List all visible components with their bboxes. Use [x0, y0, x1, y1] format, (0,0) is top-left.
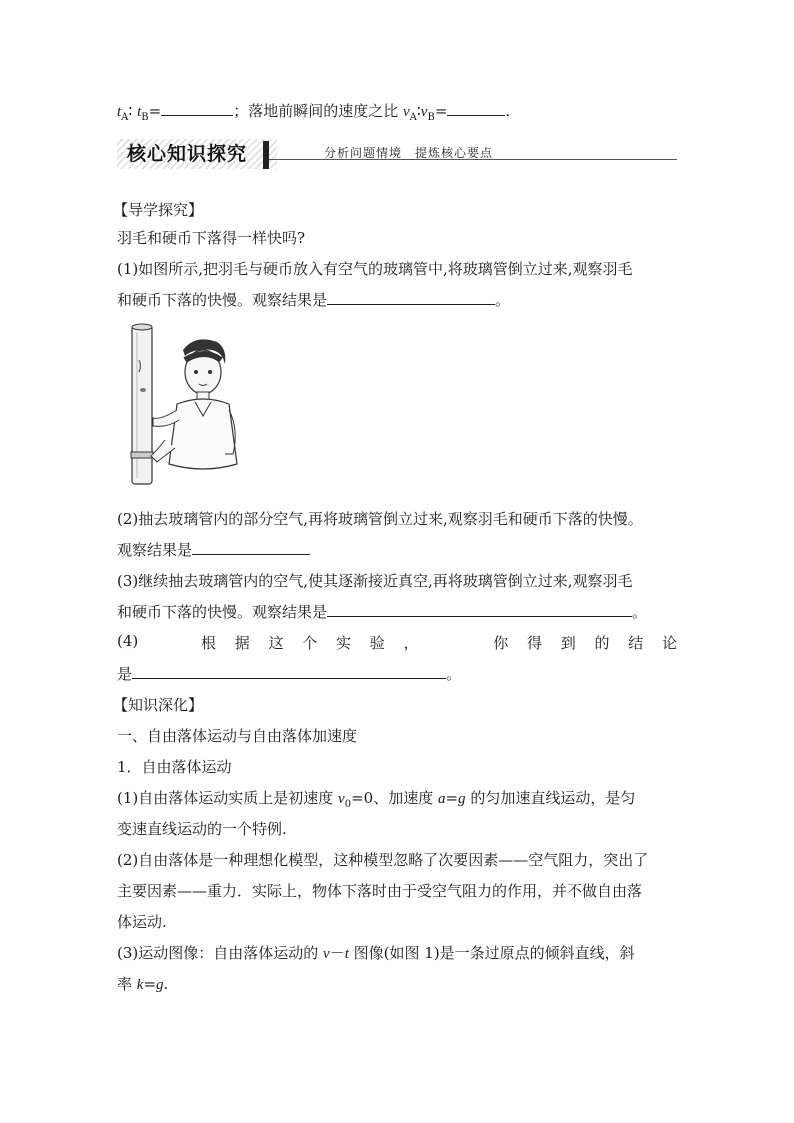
colon: ∶ — [416, 102, 421, 120]
text: 的匀加速直线运动，是匀 — [465, 789, 636, 807]
period: 。 — [632, 603, 648, 621]
q4-token: 到 — [560, 634, 576, 652]
sub-b: B — [427, 112, 435, 123]
q3-answer-blank[interactable] — [327, 602, 632, 617]
var-v: v — [420, 104, 428, 120]
guide-question: 羽毛和硬币下落得一样快吗? — [117, 229, 306, 247]
equals: = — [148, 102, 162, 120]
top-ratio-line — [117, 100, 510, 123]
answer-blank[interactable] — [161, 101, 233, 116]
q2-line2 — [117, 539, 310, 560]
q3-text: 和硬币下落的快慢。观察结果是 — [117, 603, 328, 621]
q4-token: 这 — [268, 634, 284, 652]
text: (1)自由落体运动实质上是初速度 — [117, 789, 339, 807]
q4-token: 得 — [526, 634, 542, 652]
guide-heading: 【导学探究】 — [113, 201, 204, 219]
period: . — [505, 102, 511, 120]
q4-text: 是 — [117, 665, 133, 683]
var-k: k — [136, 977, 144, 993]
sub-a: A — [409, 112, 417, 123]
q1-text: 和硬币下落的快慢。观察结果是 — [117, 291, 328, 309]
var-a: a — [437, 791, 446, 807]
q3-line1: (3)继续抽去玻璃管内的空气,使其逐渐接近真空,再将玻璃管倒立过来,观察羽毛 — [117, 572, 633, 590]
q4-token: ， — [403, 634, 419, 652]
q4-token: 个 — [302, 634, 318, 652]
q4-token: 的 — [594, 634, 610, 652]
var-t: t — [137, 104, 142, 120]
var-t: t — [117, 104, 122, 120]
minus: － — [329, 944, 345, 962]
glass-tube-icon — [131, 324, 153, 484]
text: =0、加速度 — [351, 789, 438, 807]
var-v: v — [338, 791, 345, 807]
var-g: g — [458, 791, 466, 807]
boy-illustration-icon — [151, 339, 237, 469]
equals: = — [434, 102, 448, 120]
banner-subtitle: 分析问题情境 提炼核心要点 — [324, 146, 494, 160]
q4-token: 验 — [369, 634, 385, 652]
p3-line2 — [117, 973, 168, 994]
q4-token: 实 — [335, 634, 351, 652]
boy-with-tube-illustration — [125, 320, 245, 490]
text: ；落地前瞬间的速度之比 — [233, 102, 403, 120]
var-t: t — [344, 946, 349, 962]
text: 率 — [117, 975, 137, 993]
period: 。 — [495, 291, 511, 309]
q2-text: 观察结果是 — [117, 541, 193, 559]
sub-b: B — [141, 112, 149, 123]
section-1-title: 一、自由落体运动与自由落体加速度 — [117, 727, 358, 745]
p1-line1 — [117, 787, 635, 810]
period: 。 — [446, 665, 462, 683]
q4-token: 你 — [493, 634, 509, 652]
text: (3)运动图像：自由落体运动的 — [117, 944, 324, 962]
var-g: g — [156, 977, 164, 993]
var-v: v — [402, 104, 410, 120]
colon: ∶ — [128, 102, 133, 120]
q1-answer-blank[interactable] — [327, 290, 495, 305]
p1-line2: 变速直线运动的一个特例. — [117, 820, 287, 838]
banner-title: 核心知识探究 — [117, 139, 277, 169]
q2-answer-blank[interactable] — [192, 540, 310, 555]
p2-line2: 主要因素——重力．实际上，物体下落时由于受空气阻力的作用，并不做自由落 — [117, 882, 643, 900]
q4-line1 — [117, 632, 677, 653]
q2-line1: (2)抽去玻璃管内的部分空气,再将玻璃管倒立过来,观察羽毛和硬币下落的快慢。 — [117, 510, 643, 528]
p3-line1 — [117, 942, 635, 963]
answer-blank[interactable] — [447, 101, 505, 116]
q4-token: 结 — [628, 634, 644, 652]
q4-token: (4) — [117, 632, 139, 650]
q4-token: 据 — [234, 634, 250, 652]
item-1-title: 1．自由落体运动 — [117, 758, 232, 776]
sub-0: 0 — [344, 799, 352, 810]
equals: = — [445, 789, 459, 807]
section-banner — [117, 139, 677, 171]
q4-line2 — [117, 663, 461, 684]
banner-bar — [263, 141, 269, 169]
q4-token: 论 — [661, 634, 677, 652]
q4-token: 根 — [200, 634, 216, 652]
q3-line2 — [117, 601, 647, 622]
deepen-heading: 【知识深化】 — [113, 696, 204, 714]
q1-line1: (1)如图所示,把羽毛与硬币放入有空气的玻璃管中,将玻璃管倒立过来,观察羽毛 — [117, 260, 633, 278]
text: 图像(如图 1)是一条过原点的倾斜直线，斜 — [348, 944, 635, 962]
q1-line2 — [117, 289, 510, 310]
sub-a: A — [121, 112, 129, 123]
equals: = — [143, 975, 157, 993]
period: . — [163, 975, 169, 993]
p2-line1: (2)自由落体是一种理想化模型，这种模型忽略了次要因素——空气阻力，突出了 — [117, 851, 649, 869]
p2-line3: 体运动. — [117, 913, 167, 931]
q4-answer-blank[interactable] — [132, 664, 446, 679]
q4-spread-text — [117, 632, 677, 653]
coin-icon — [140, 388, 146, 392]
var-v: v — [323, 946, 330, 962]
